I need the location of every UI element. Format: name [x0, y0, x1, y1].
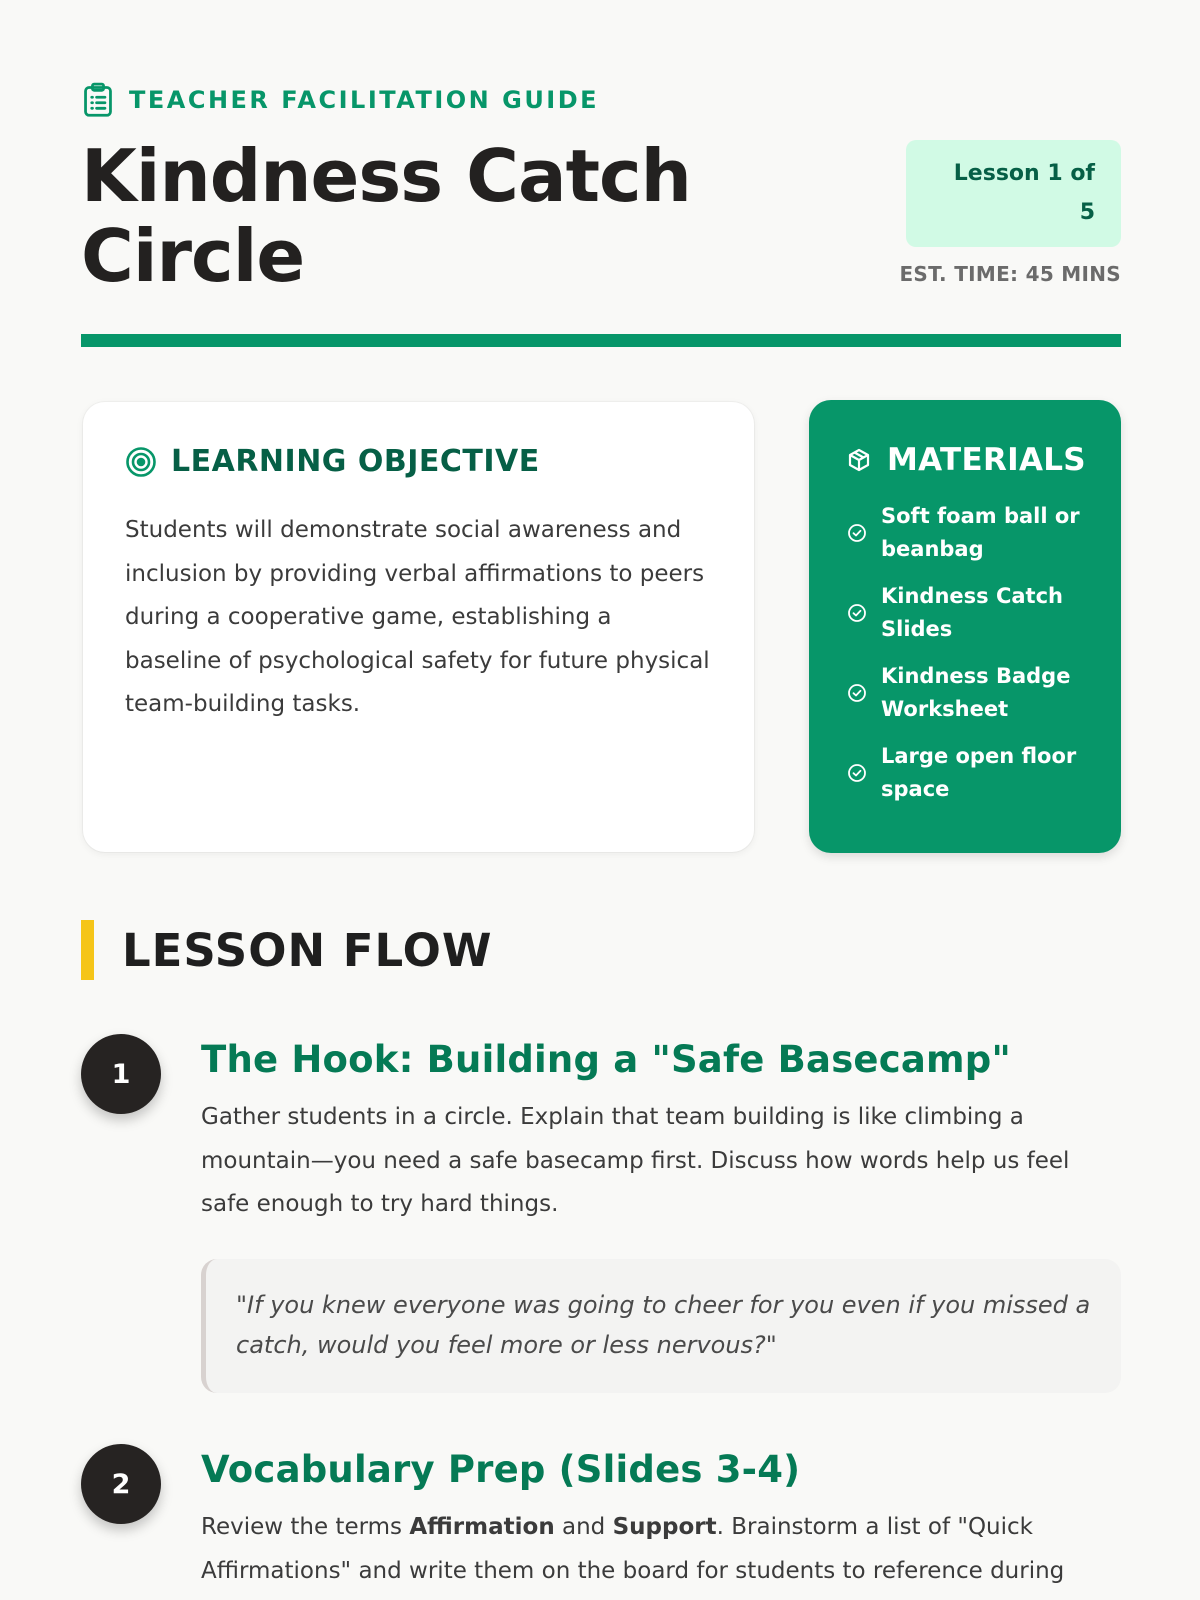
- objective-text: Students will demonstrate social awareness and inclusion by providing verbal affirmations to peers during a cooperative game, establishing a baseline of psychological safety for future physical team-building tasks.: [125, 517, 710, 717]
- lesson-flow-title: LESSON FLOW: [122, 923, 493, 977]
- clipboard-list-icon: [81, 82, 115, 118]
- materials-heading-label: MATERIALS: [887, 442, 1086, 478]
- material-item: [847, 500, 1091, 566]
- discussion-quote: "If you knew everyone was going to cheer for you even if you missed a catch, would you feel more or less nervous?": [201, 1259, 1121, 1393]
- step-number: 1: [81, 1034, 161, 1114]
- material-item: [847, 660, 1091, 726]
- objective-heading-label: LEARNING OBJECTIVE: [171, 444, 540, 479]
- step-text-part: Review the terms: [201, 1514, 410, 1540]
- material-item: [847, 740, 1091, 806]
- objective-heading: [125, 444, 712, 479]
- materials-list: [847, 500, 1091, 806]
- lesson-badge: Lesson 1 of 5: [906, 140, 1121, 247]
- step-body: [201, 1448, 1121, 1593]
- package-icon: [847, 448, 871, 472]
- header-divider: [81, 334, 1121, 347]
- target-icon: [125, 446, 157, 478]
- check-circle-icon: [847, 683, 867, 703]
- step-title: Vocabulary Prep (Slides 3-4): [201, 1448, 801, 1491]
- step-number: 2: [81, 1444, 161, 1524]
- step-text-part: . Brainstorm a list of "Quick Affirmations" and write them on the board for students to reference during: [201, 1514, 1065, 1584]
- step-text: Gather students in a circle. Explain that team building is like climbing a mountain—you need a safe basecamp first. Discuss how words help us feel safe enough to try hard things.: [201, 1104, 1070, 1217]
- check-circle-icon: [847, 763, 867, 783]
- flow-heading-accent: [81, 920, 94, 980]
- learning-objective-card: [83, 402, 754, 852]
- step-text: [201, 1506, 1121, 1593]
- material-item-label: Kindness Catch Slides: [881, 584, 1063, 641]
- material-item: [847, 580, 1091, 646]
- materials-card: [809, 400, 1121, 853]
- step-text-part: and: [554, 1514, 613, 1540]
- vocab-term-support: Support: [612, 1514, 717, 1540]
- eyebrow-label: TEACHER FACILITATION GUIDE: [129, 86, 600, 114]
- material-item-label: Kindness Badge Worksheet: [881, 664, 1071, 721]
- step-body: [201, 1038, 1121, 1393]
- lesson-flow-heading: [81, 920, 493, 980]
- step-title: The Hook: Building a "Safe Basecamp": [201, 1038, 1011, 1081]
- material-item-label: Large open floor space: [881, 744, 1077, 801]
- vocab-term-affirmation: Affirmation: [409, 1514, 555, 1540]
- eyebrow: [81, 82, 599, 118]
- estimated-time: EST. TIME: 45 MINS: [899, 262, 1121, 286]
- page-title: Kindness Catch Circle: [81, 134, 691, 298]
- materials-heading: [847, 442, 1091, 478]
- material-item-label: Soft foam ball or beanbag: [881, 504, 1080, 561]
- check-circle-icon: [847, 603, 867, 623]
- check-circle-icon: [847, 523, 867, 543]
